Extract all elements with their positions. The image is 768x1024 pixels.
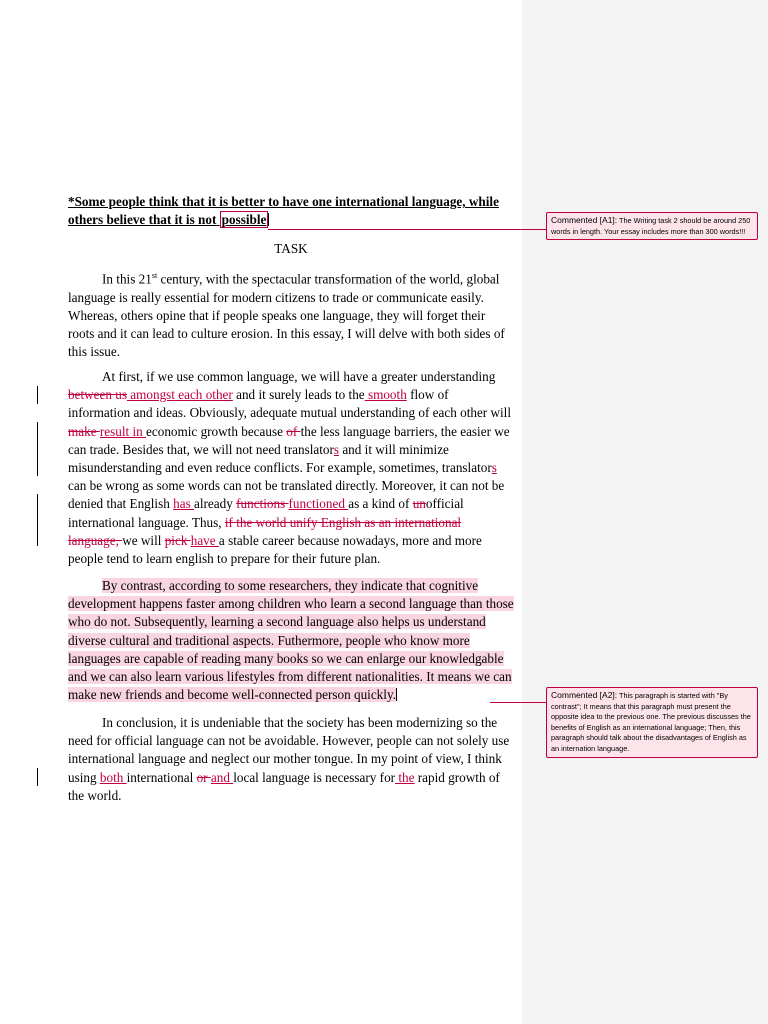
change-bar — [37, 494, 38, 546]
task-heading: TASK — [274, 241, 308, 256]
comment-text: This paragraph is started with "By contrast"; It means that this paragraph must present the opposite idea to the previous one. The previous discusses the benefits of English as an international language; Then, this paragraph should talk about the disadvantages of English as an internation language. — [551, 691, 751, 753]
paragraph-intro: In this 21st century, with the spectacular transformation of the world, global language is really essential for modern citizens to trade or communicate easily. Whereas, others opine that if people speaks one language, they will forget their roots and it can lead to culture erosion. In this essay, I will delve with both sides of this issue. — [68, 271, 505, 360]
comment-anchor-a2[interactable]: By contrast, according to some researchers, they indicate that cognitive development happens faster among children who learn a second language than those who do not. Subsequently, learning a second language also helps us understand diverse cultural and traditional aspects. Futhermore, people who know more languages are capable of reading many books so we can enlarge our knowledgable and we can also learn various lifestyles from different nationalities. It means we can make new friends and become well-connected person quickly. — [68, 578, 514, 703]
comment-ref: Commented [A1]: — [551, 215, 618, 225]
essay-title — [68, 193, 514, 229]
comment-connector-a2 — [490, 702, 546, 703]
paragraph-body-1: At first, if we use common language, we will have a greater understanding between us amongst each other and it surely leads to the smooth flow of information and ideas. Obviously, adequate mutual understanding of each other will make result in economic growth because of the less language barriers, the easier we can trade. Besides that, we will not need translators and it will minimize misunderstanding and even reduce conflicts. For example, sometimes, translators can be wrong as some words can not be translated directly. Moreover, it can not be denied that English has already functions functioned as a kind of unofficial international language. Thus, if the world unify English as an international language, we will pick have a stable career because nowadays, more and more people tend to learn english to prepare for their future plan. — [68, 369, 512, 567]
insertion[interactable]: functioned — [288, 496, 349, 512]
comment-text: The Writing task 2 should be around 250 words in length. Your essay includes more than 300 words!!! — [551, 216, 751, 236]
comment-balloon-a1[interactable] — [546, 212, 758, 240]
deletion[interactable]: if the world unify English as an international language, — [68, 514, 462, 548]
deletion[interactable]: between us — [68, 387, 127, 403]
comment-connector-a1 — [268, 229, 546, 230]
comment-balloon-a2[interactable] — [546, 687, 758, 758]
paragraph-body-2 — [68, 577, 514, 704]
comments-pane — [522, 0, 768, 1024]
insertion[interactable]: result in — [99, 423, 147, 439]
deletion[interactable]: of — [286, 423, 301, 439]
insertion[interactable]: s — [491, 460, 497, 476]
deletion[interactable]: pick — [164, 532, 191, 548]
change-bar — [37, 422, 38, 458]
deletion[interactable]: or — [196, 769, 211, 785]
change-bar — [37, 386, 38, 404]
insertion[interactable]: have — [190, 532, 219, 548]
deletion[interactable]: functions — [236, 496, 289, 512]
deletion[interactable]: un — [412, 496, 426, 512]
essay-title-text: *Some people think that it is better to have one international language, while others believe that it is not — [68, 194, 499, 227]
change-bar — [37, 768, 38, 786]
insertion[interactable]: smooth — [364, 387, 407, 403]
insertion[interactable]: s — [333, 441, 340, 457]
change-bar — [37, 458, 38, 476]
text-cursor — [268, 213, 269, 226]
text-cursor — [396, 688, 397, 701]
insertion[interactable]: amongst each other — [126, 387, 233, 403]
insertion[interactable]: the — [395, 769, 415, 785]
insertion[interactable]: and — [210, 769, 234, 785]
paragraph-conclusion: In conclusion, it is undeniable that the society has been modernizing so the need for official language can not be avoidable. However, people can not solely use international language and neglect our mother tongue. In my point of view, I think using both international or and local language is necessary for the rapid growth of the world. — [68, 715, 510, 803]
insertion[interactable]: has — [173, 496, 195, 512]
comment-anchor-a1[interactable]: possible — [221, 212, 267, 227]
insertion[interactable]: both — [99, 769, 127, 785]
comment-ref: Commented [A2]: — [551, 690, 618, 700]
deletion[interactable]: make — [68, 423, 100, 439]
